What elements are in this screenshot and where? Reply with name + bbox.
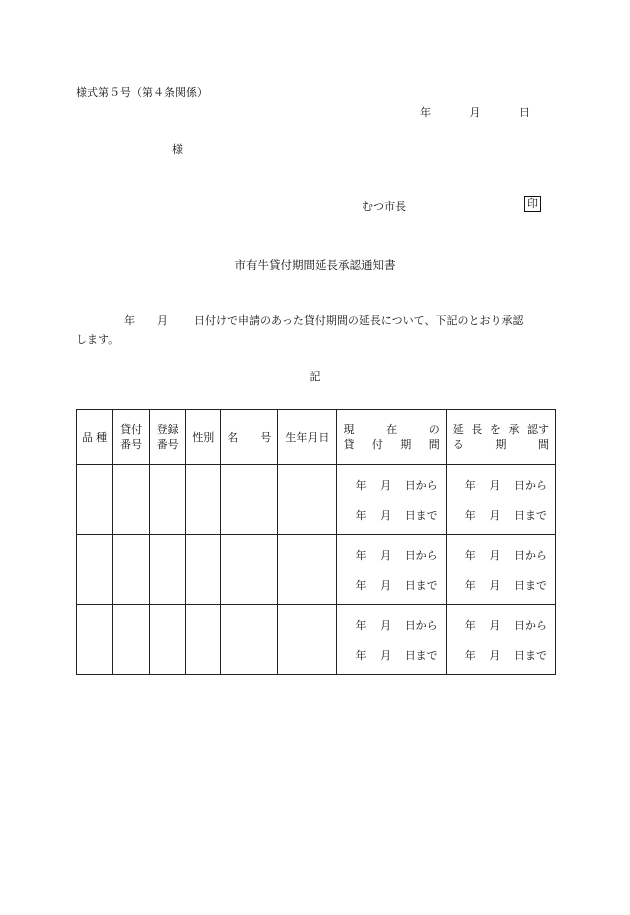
cell-seibetsu (186, 465, 221, 535)
period-from-line: 年 月 日から (355, 618, 438, 632)
period-to-line: 年 月 日まで (464, 508, 547, 522)
seal-mark: 印 (524, 196, 541, 212)
period-from-line: 年 月 日から (464, 478, 547, 492)
body-text-line-1 (124, 312, 523, 328)
cell-namae (221, 605, 278, 675)
date-year-label: 年 (420, 106, 431, 119)
period-to-line: 年 月 日まで (464, 578, 547, 592)
period-from-line: 年 月 日から (464, 618, 547, 632)
cell-kashitsuke-bango (113, 465, 150, 535)
cell-seibetsu (186, 605, 221, 675)
document-title: 市有牛貸付期間延長承認通知書 (234, 258, 396, 272)
record-table (76, 409, 556, 675)
body-rest: 日付けで申請のあった貸付期間の延長について、下記のとおり承認 (194, 314, 524, 327)
table-row (77, 605, 556, 675)
date-day-label: 日 (519, 106, 530, 119)
cell-seinengappi (278, 465, 337, 535)
cell-kashitsuke-bango (113, 605, 150, 675)
cell-genzai-kikan (337, 605, 446, 675)
period-from-line: 年 月 日から (355, 548, 438, 562)
cell-toroku-bango (150, 605, 186, 675)
cell-namae (221, 465, 278, 535)
cell-encho-kikan (446, 465, 555, 535)
header-kashitsuke-bango: 貸付 番号 (113, 410, 150, 465)
body-text-line-2: します。 (76, 333, 120, 346)
cell-seinengappi (278, 605, 337, 675)
cell-hinshu (77, 465, 113, 535)
header-encho-kikan: 延 長 を 承 認す る 期 間 (446, 410, 555, 465)
cell-encho-kikan (446, 605, 555, 675)
cell-toroku-bango (150, 535, 186, 605)
header-hinshu: 品 種 (77, 410, 113, 465)
cell-seinengappi (278, 535, 337, 605)
period-to-line: 年 月 日まで (355, 648, 438, 662)
header-seinengappi: 生年月日 (278, 410, 337, 465)
header-namae: 名 号 (221, 410, 278, 465)
cell-toroku-bango (150, 465, 186, 535)
recipient-suffix: 様 (172, 143, 183, 156)
cell-seibetsu (186, 535, 221, 605)
header-genzai-kikan: 現 在 の 貸 付 期 間 (337, 410, 446, 465)
cell-encho-kikan (446, 535, 555, 605)
cell-hinshu (77, 605, 113, 675)
table-row (77, 535, 556, 605)
header-seibetsu: 性別 (186, 410, 221, 465)
cell-namae (221, 535, 278, 605)
period-to-line: 年 月 日まで (464, 648, 547, 662)
period-from-line: 年 月 日から (355, 478, 438, 492)
cell-genzai-kikan (337, 535, 446, 605)
header-toroku-bango: 登録 番号 (150, 410, 186, 465)
table-header-row (77, 410, 556, 465)
date-month-label: 月 (469, 106, 481, 119)
body-year: 年 (124, 314, 135, 327)
issuer-name: むつ市長 (362, 200, 406, 213)
table-row (77, 465, 556, 535)
period-from-line: 年 月 日から (464, 548, 547, 562)
cell-genzai-kikan (337, 465, 446, 535)
cell-hinshu (77, 535, 113, 605)
period-to-line: 年 月 日まで (355, 508, 438, 522)
cell-kashitsuke-bango (113, 535, 150, 605)
form-number: 様式第５号（第４条関係） (76, 86, 208, 99)
ki-heading: 記 (309, 370, 321, 383)
date-line (420, 104, 530, 120)
period-to-line: 年 月 日まで (355, 578, 438, 592)
body-month: 月 (157, 314, 168, 327)
